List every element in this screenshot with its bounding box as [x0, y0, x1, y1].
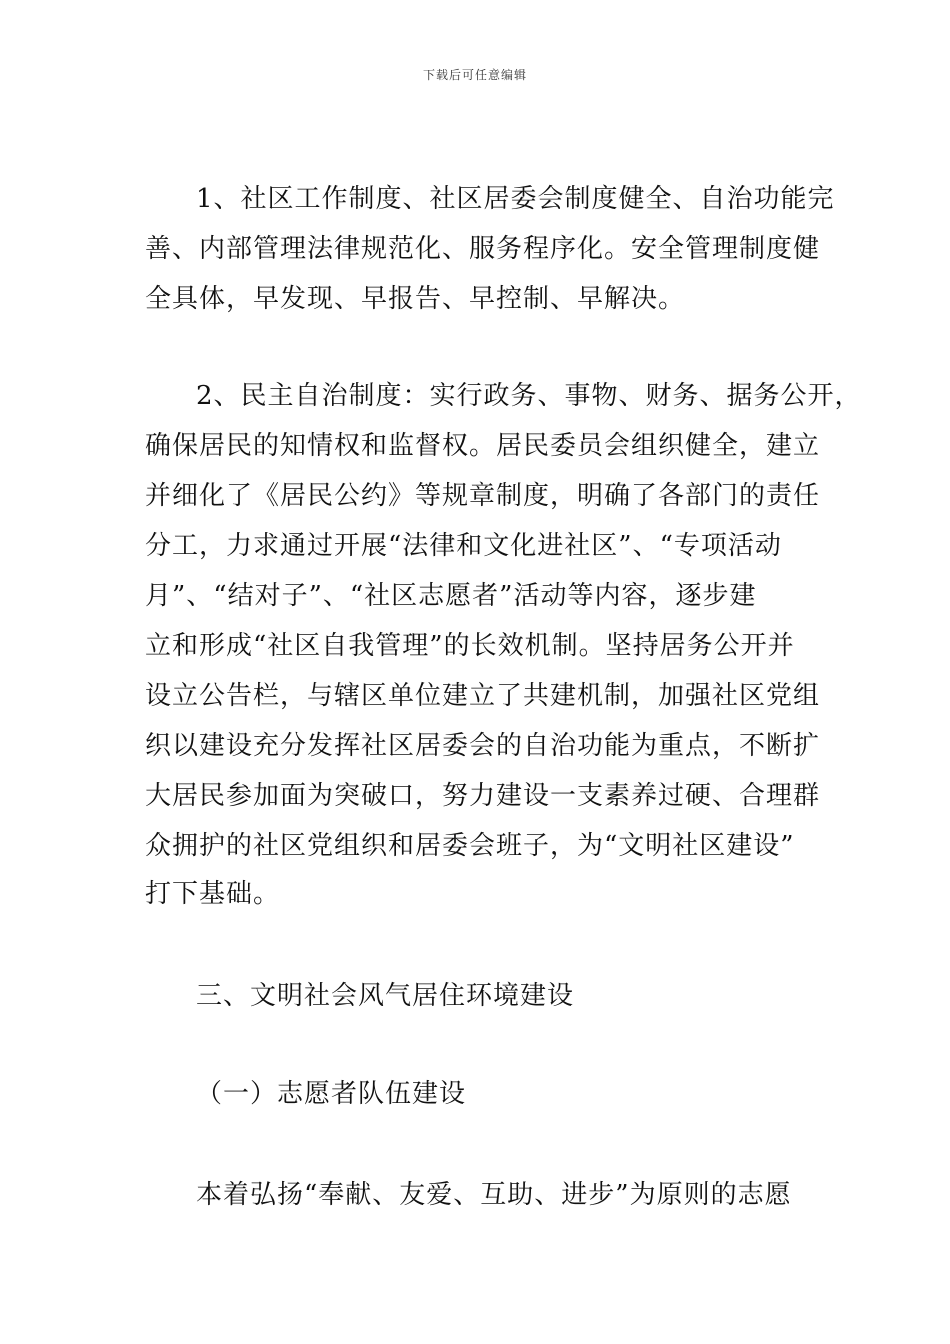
paragraph-2-line-3: 并细化了《居民公约》等规章制度，明确了各部门的责任: [145, 481, 821, 511]
paragraph-2-line-1: 2、民主自治制度：实行政务、事物、财务、据务公开，: [196, 381, 862, 411]
paragraph-1-line-3: 全具体，早发现、早报告、早控制、早解决。: [145, 284, 686, 314]
paragraph-2-line-8: 织以建设充分发挥社区居委会的自治功能为重点，不断扩: [145, 731, 821, 761]
paragraph-2-line-10: 众拥护的社区党组织和居委会班子，为“文明社区建设”: [145, 831, 795, 861]
paragraph-2-line-9: 大居民参加面为突破口，努力建设一支素养过硬、合理群: [145, 781, 821, 811]
paragraph-2-line-2: 确保居民的知情权和监督权。居民委员会组织健全，建立: [145, 431, 821, 461]
section-heading: 三、文明社会风气居住环境建设: [196, 981, 575, 1011]
paragraph-2-line-6: 立和形成“社区自我管理”的长效机制。坚持居务公开并: [145, 631, 795, 661]
paragraph-2-line-11: 打下基础。: [145, 879, 281, 909]
paragraph-2-line-5: 月”、“结对子”、“社区志愿者”活动等内容，逐步建: [145, 581, 757, 611]
paragraph-1-line-2: 善、内部管理法律规范化、服务程序化。安全管理制度健: [145, 234, 821, 264]
paragraph-2-line-4: 分工，力求通过开展“法律和文化进社区”、“专项活动: [145, 531, 782, 561]
paragraph-1-line-1: 1、社区工作制度、社区居委会制度健全、自治功能完: [196, 184, 835, 214]
paragraph-3-line-1: 本着弘扬“奉献、友爱、互助、进步”为原则的志愿: [196, 1180, 792, 1210]
paragraph-2-line-7: 设立公告栏，与辖区单位建立了共建机制，加强社区党组: [145, 681, 821, 711]
subsection-heading: （一）志愿者队伍建设: [196, 1079, 467, 1109]
page-header: 下载后可任意编辑: [422, 68, 527, 82]
